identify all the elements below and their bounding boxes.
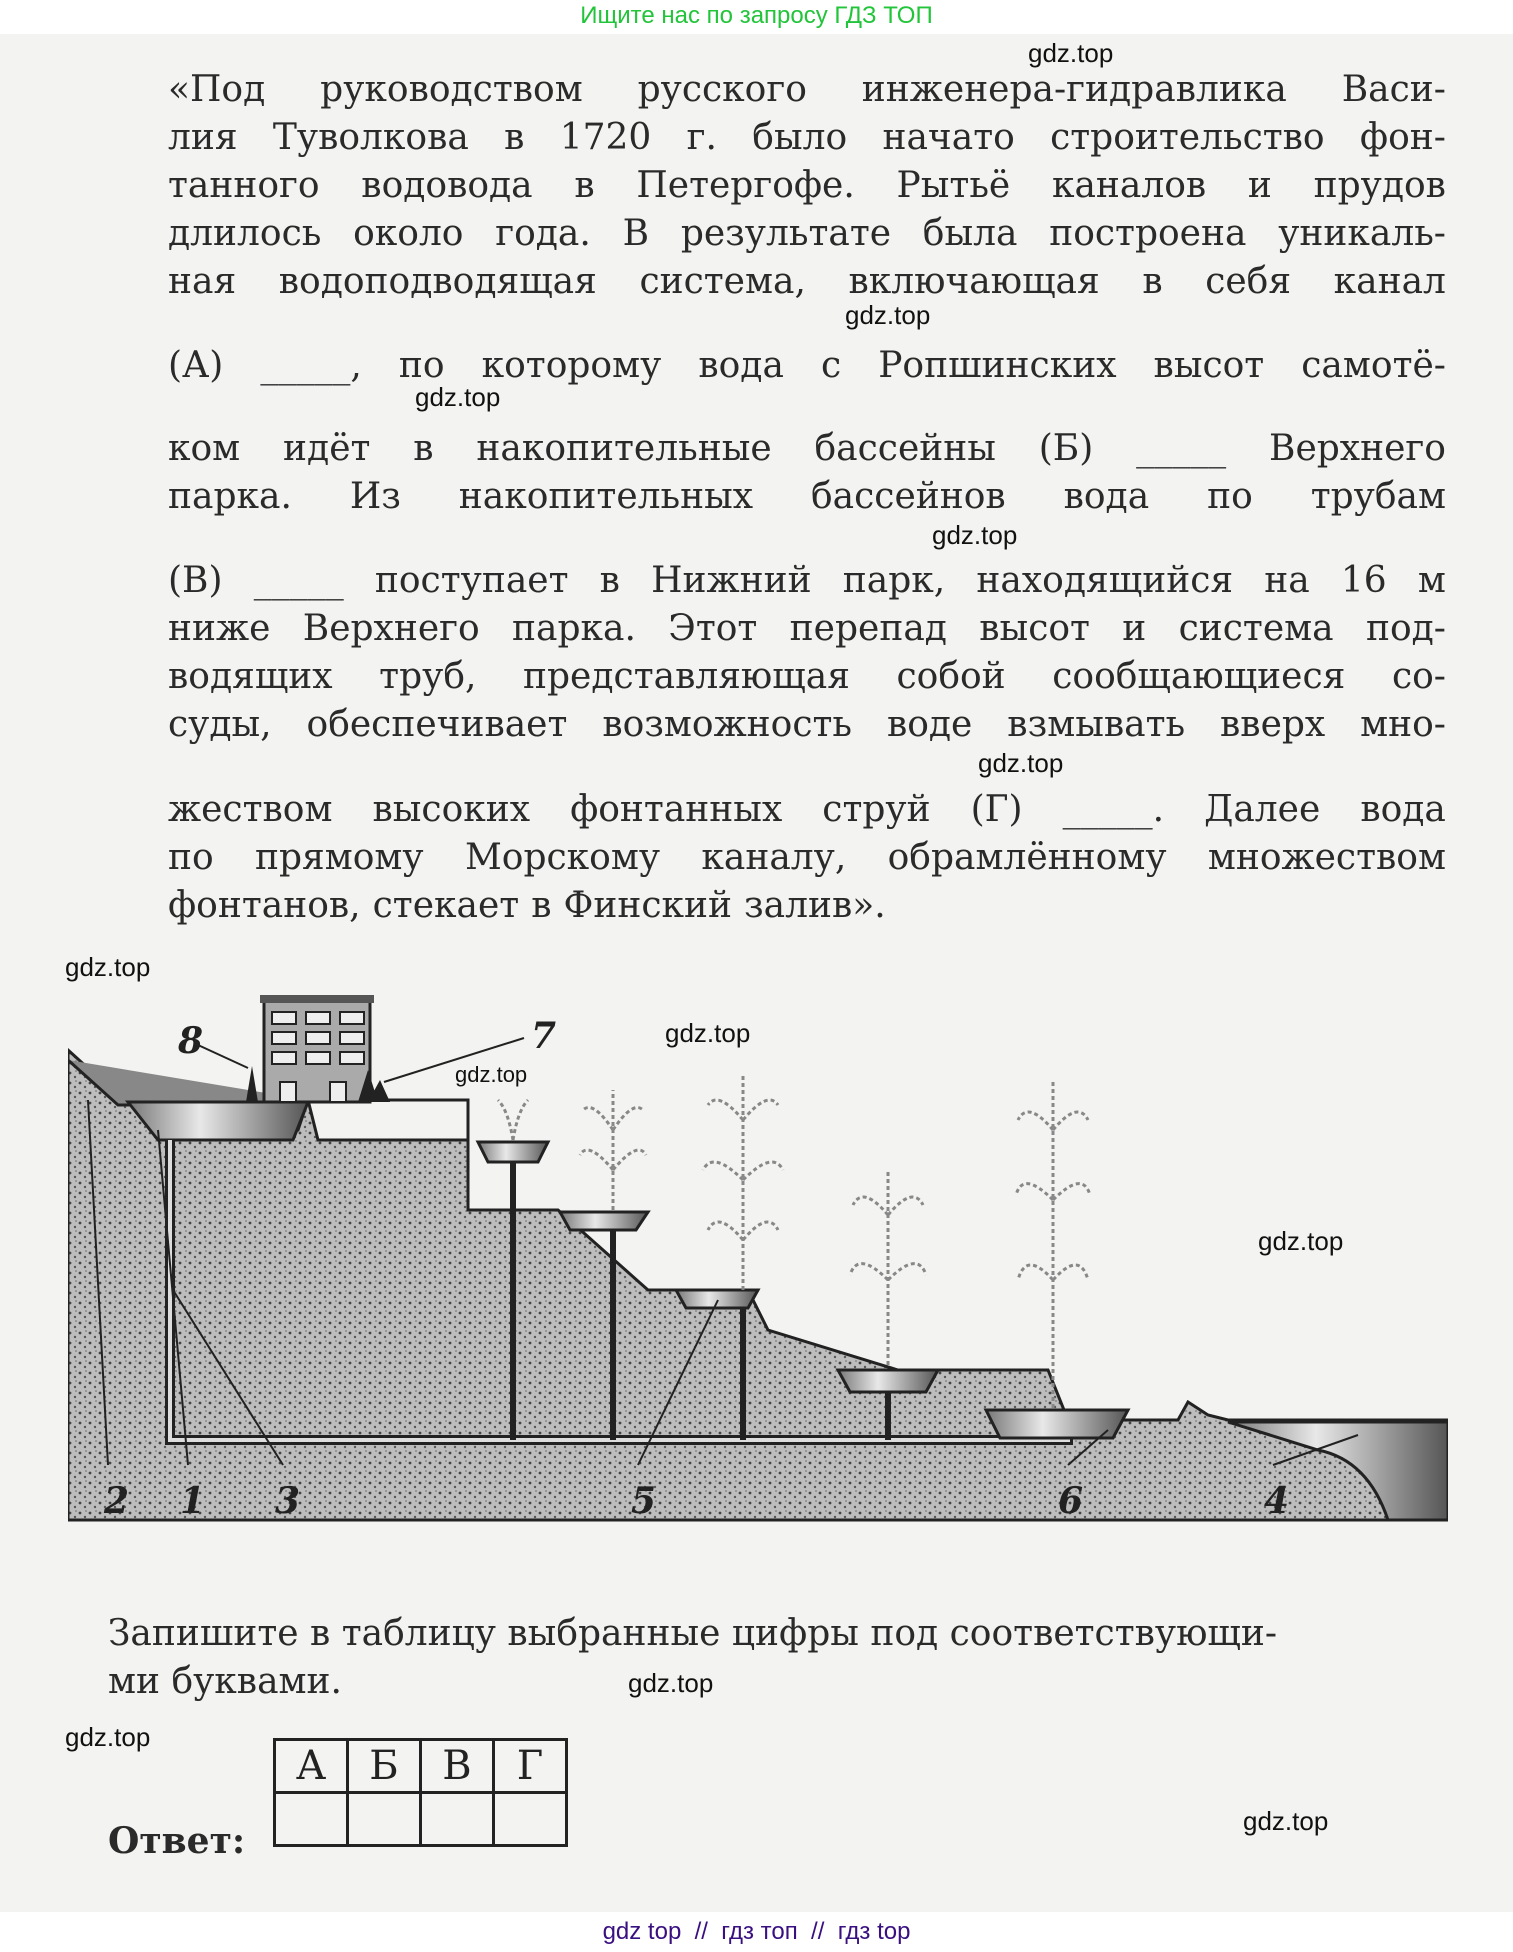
label-6: 6 [1058,1480,1084,1522]
basin [560,1212,648,1230]
banner-text: Ищите нас по запросу ГДЗ ТОП [580,2,933,29]
passage-line: (А) _____, по которому вода с Ропшинских высот самотё- [168,345,1446,386]
fountain-system-diagram [68,990,1448,1550]
footer-links[interactable] [0,1912,1513,1952]
basin [676,1290,758,1308]
passage-line: длилось около года. В результате была построена уникаль- [168,213,1446,254]
answer-cell-a[interactable] [275,1793,348,1846]
passage-line: по прямому Морскому каналу, обрамлённому множеством [168,837,1446,878]
passage-line: суды, обеспечивает возможность воде взмывать вверх мно- [168,704,1446,745]
reservoir-upper [128,1102,308,1140]
watermark: gdz.top [932,520,1018,550]
watermark: gdz.top [455,1062,528,1087]
watermark: gdz.top [978,748,1064,778]
watermark: gdz.top [628,1668,714,1698]
watermark: gdz.top [665,1018,751,1048]
passage-line: танного водовода в Петергофе. Рытьё каналов и прудов [168,165,1446,206]
answer-header-g: Г [494,1740,567,1793]
label-8: 8 [178,1020,204,1062]
answer-table [273,1738,568,1847]
basin [478,1142,548,1162]
answer-cell-v[interactable] [421,1793,494,1846]
label-1: 1 [180,1480,206,1522]
label-5: 5 [631,1480,657,1522]
passage-line: парка. Из накопительных бассейнов вода по трубам [168,476,1446,517]
passage-line: ная водоподводящая система, включающая в себя канал [168,261,1446,302]
passage-line: фонтанов, стекает в Финский залив». [168,885,886,926]
answer-label: Ответ: [108,1820,246,1862]
instruction [108,1610,1448,1706]
watermark: gdz.top [65,952,151,982]
passage-line: «Под руководством русского инженера-гидравлика Васи- [168,69,1446,110]
diagram-illustration [68,990,1448,1550]
basin [986,1410,1128,1438]
instruction-line: Запишите в таблицу выбранные цифры под соответствующи- [108,1613,1278,1654]
watermark: gdz.top [1258,1226,1344,1256]
basin [838,1370,938,1392]
watermark: gdz.top [1028,38,1114,68]
answer-cell-b[interactable] [348,1793,421,1846]
label-7: 7 [531,1015,557,1057]
passage-line: ком идёт в накопительные бассейны (Б) _____ Верхнего [168,428,1446,469]
watermark: gdz.top [65,1722,151,1752]
answer-header-b: Б [348,1740,421,1793]
passage-line: (В) _____ поступает в Нижний парк, находящийся на 16 м [168,560,1446,601]
answer-header-a: А [275,1740,348,1793]
watermark: gdz.top [845,300,931,330]
answer-header-v: В [421,1740,494,1793]
passage-line: ниже Верхнего парка. Этот перепад высот и система под- [168,608,1446,649]
passage-line: лия Туволкова в 1720 г. было начато строительство фон- [168,117,1446,158]
label-3: 3 [275,1480,301,1522]
passage-line: водящих труб, представляющая собой сообщающиеся со- [168,656,1446,697]
search-banner[interactable] [0,0,1513,34]
footer-text: gdz top // гдз топ // гдз top [602,1918,911,1945]
instruction-line: ми буквами. [108,1661,342,1702]
label-4: 4 [1264,1480,1290,1522]
passage-line: жеством высоких фонтанных струй (Г) _____. Далее вода [168,789,1446,830]
watermark: gdz.top [1243,1806,1329,1836]
building [246,995,390,1102]
answer-cell-g[interactable] [494,1793,567,1846]
watermark: gdz.top [415,382,501,412]
label-2: 2 [104,1480,130,1522]
